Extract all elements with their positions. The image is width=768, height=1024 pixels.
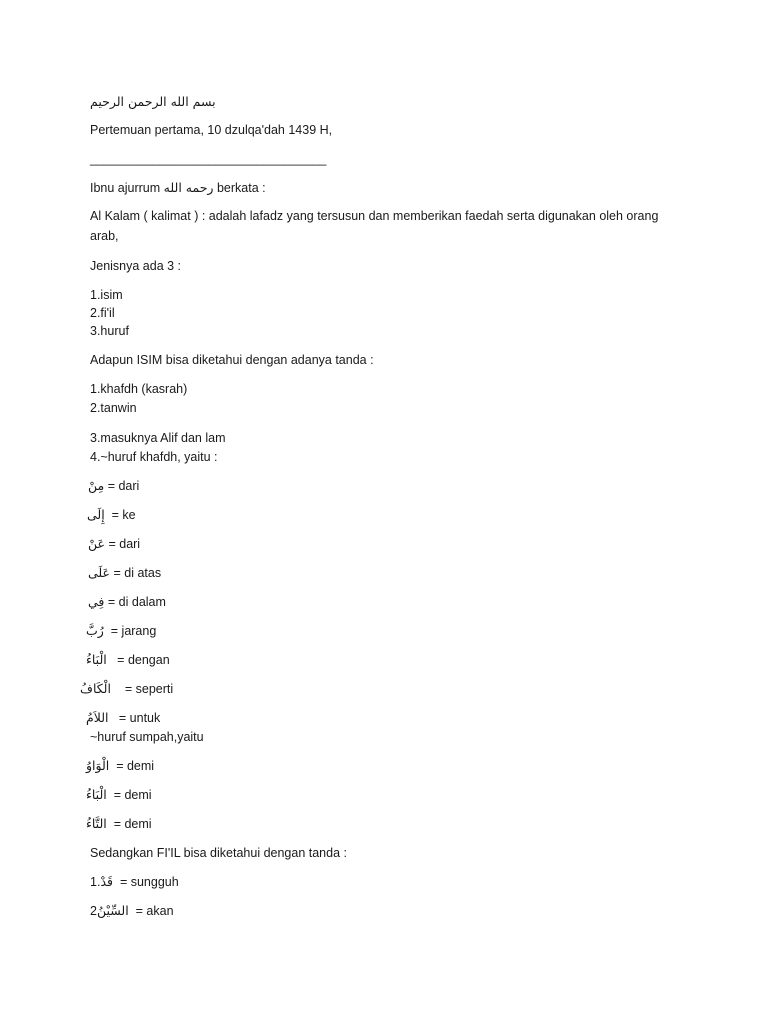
author-honorific: رحمه الله (163, 180, 214, 195)
meeting-date: Pertemuan pertama, 10 dzulqa'dah 1439 H, (90, 123, 333, 137)
meaning: = akan (135, 904, 174, 918)
type-item: 3.huruf (90, 324, 129, 338)
arabic-letter: الْوَاوُ (86, 758, 110, 773)
khafdh-letter-row (88, 536, 140, 552)
meaning: = dari (107, 479, 140, 493)
arabic-letter: السِّيْنُ (96, 903, 129, 918)
isim-heading: Adapun ISIM bisa diketahui dengan adanya tanda : (90, 353, 374, 367)
meaning: = dari (108, 537, 141, 551)
arabic-letter: قَدْ (100, 874, 113, 889)
meaning: = di atas (113, 566, 162, 580)
arabic-letter: رُبَّ (86, 623, 104, 638)
basmala: بسم الله الرحمن الرحيم (90, 94, 216, 109)
meaning: = di dalam (107, 595, 166, 609)
author-suffix: berkata : (216, 181, 266, 195)
isim-sign: 1.khafdh (kasrah) (90, 382, 188, 396)
meaning: = ke (111, 508, 136, 522)
arabic-letter: إِلَى (87, 507, 105, 522)
meaning: = seperti (124, 682, 174, 696)
sign-number: 2 (90, 904, 97, 918)
arabic-letter: التَّاءُ (86, 816, 107, 831)
oath-letter-row (86, 787, 152, 803)
meaning: = sungguh (119, 875, 179, 889)
khafdh-letter-row (86, 623, 156, 639)
fiil-sign-row (90, 903, 174, 919)
arabic-letter: اللاَمُ (86, 710, 109, 725)
arabic-letter: فِي (88, 594, 105, 609)
type-item: 1.isim (90, 288, 123, 302)
arabic-letter: الْكَافُ (80, 681, 111, 696)
kalam-definition: Al Kalam ( kalimat ) : adalah lafadz yang tersusun dan memberikan faedah serta digunakan oleh orang arab, (90, 209, 659, 243)
type-item: 2.fi'il (90, 306, 115, 320)
arabic-letter: الْبَاءُ (86, 787, 107, 802)
author-line (90, 180, 266, 196)
khafdh-letter-row (88, 565, 161, 581)
meaning: = jarang (110, 624, 157, 638)
isim-sign: 4.~huruf khafdh, yaitu : (90, 450, 218, 464)
fiil-heading: Sedangkan FI'IL bisa diketahui dengan tanda : (90, 846, 347, 860)
khafdh-letter-row (80, 681, 173, 697)
fiil-sign-row (90, 874, 179, 890)
khafdh-letter-row (88, 478, 139, 494)
khafdh-letter-row (87, 507, 136, 523)
khafdh-letter-row (86, 652, 170, 668)
arabic-letter: الْبَاءُ (86, 652, 107, 667)
arabic-letter: عَنْ (88, 536, 105, 551)
arabic-letter: عَلَى (88, 565, 111, 580)
divider-rule: __________________________________ (90, 152, 327, 166)
khafdh-letter-row (86, 710, 160, 726)
types-heading: Jenisnya ada 3 : (90, 259, 182, 273)
author-prefix: Ibnu ajurrum (90, 181, 161, 195)
meaning: = demi (113, 817, 152, 831)
sign-number: 1. (90, 875, 101, 889)
arabic-letter: مِنْ (88, 478, 105, 493)
meaning: = untuk (118, 711, 161, 725)
isim-sign: 3.masuknya Alif dan lam (90, 431, 226, 445)
isim-sign: 2.tanwin (90, 401, 137, 415)
meaning: = demi (116, 759, 155, 773)
meaning: = demi (113, 788, 152, 802)
meaning: = dengan (117, 653, 170, 667)
oath-letter-row (86, 758, 154, 774)
oath-heading: ~huruf sumpah,yaitu (90, 730, 204, 744)
oath-letter-row (86, 816, 152, 832)
khafdh-letter-row (88, 594, 166, 610)
